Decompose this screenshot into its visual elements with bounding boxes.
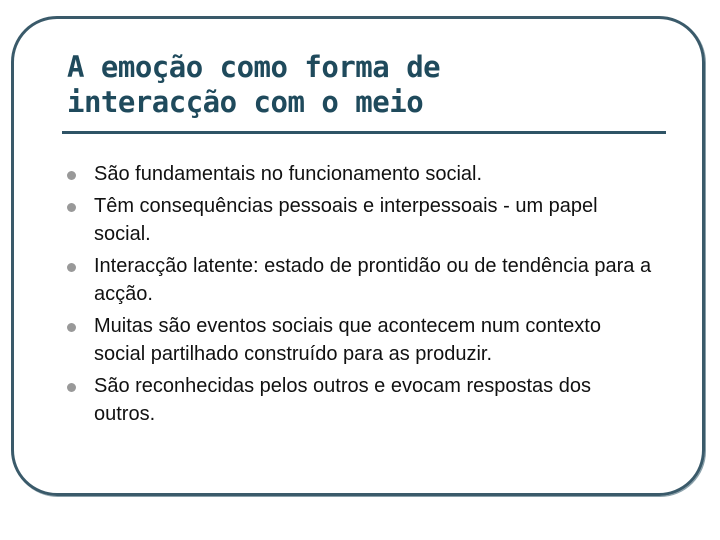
list-item <box>66 312 656 368</box>
bullet-dot-icon <box>67 203 76 212</box>
list-item <box>66 160 656 188</box>
bullet-text: Interacção latente: estado de prontidão ou de tendência para a acção. <box>94 255 652 305</box>
bullet-dot-icon <box>67 263 76 272</box>
list-item <box>66 192 656 248</box>
slide-title <box>67 50 647 120</box>
bullet-list <box>66 160 656 432</box>
bullet-dot-icon <box>67 323 76 332</box>
bullet-text: Muitas são eventos sociais que acontecem num contexto social partilhado construído para as produzir. <box>94 315 601 365</box>
bullet-text: São reconhecidas pelos outros e evocam respostas dos outros. <box>94 375 591 425</box>
bullet-text: Têm consequências pessoais e interpessoais - um papel social. <box>94 195 598 245</box>
bullet-dot-icon <box>67 383 76 392</box>
title-line-1: A emoção como forma de <box>67 50 441 84</box>
bullet-dot-icon <box>67 171 76 180</box>
list-item <box>66 252 656 308</box>
title-line-2: interacção com o meio <box>67 85 424 119</box>
title-divider <box>62 131 666 134</box>
list-item <box>66 372 656 428</box>
bullet-text: São fundamentais no funcionamento social. <box>94 163 483 185</box>
